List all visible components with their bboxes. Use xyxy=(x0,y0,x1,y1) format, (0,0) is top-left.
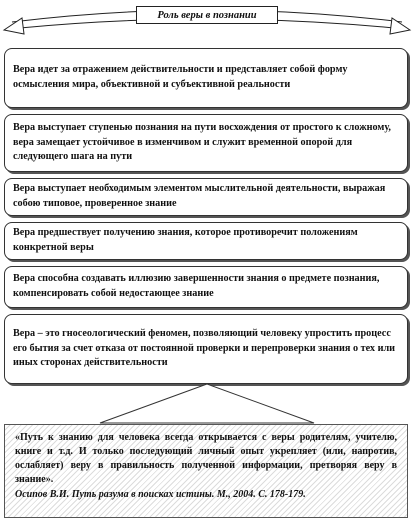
statement-box-3 xyxy=(4,178,408,216)
statement-box-1 xyxy=(4,48,408,108)
quote-box xyxy=(4,424,408,518)
statement-box-2 xyxy=(4,114,408,172)
diagram-title xyxy=(136,6,278,24)
statement-text-1: Вера идет за отражением действительности и представляет собой форму осмысления мира, объективной и субъективной реальности xyxy=(13,64,348,90)
connector-triangle xyxy=(0,380,414,424)
quote-source: Осипов В.И. Путь разума в поисках истины. М., 2004. С. 178-179. xyxy=(15,489,306,500)
statement-text-2: Вера выступает ступенью познания на пути восхождения от простого к сложному, вера замещает устойчивое в изменчивом и служит временной опорой для следующего шага на пути xyxy=(13,121,391,163)
statement-box-6 xyxy=(4,314,408,384)
left-arrowhead-icon xyxy=(4,18,24,34)
statement-text-4: Вера предшествует получению знания, которое противоречит положениям конкретной веры xyxy=(13,227,358,253)
diagram-title-text: Роль веры в познании xyxy=(157,9,257,21)
statement-box-4 xyxy=(4,222,408,260)
quote-text: «Путь к знанию для человека всегда открывается с веры родителям, учителю, книге и т.д. И только последующий личный опыт укрепляет (или, напротив, ослабляет) веру в правильность полученной информации, претворяя веру в знание». xyxy=(15,432,397,485)
right-arrowhead-icon xyxy=(390,18,410,34)
statement-box-5 xyxy=(4,266,408,308)
statement-text-3: Вера выступает необходимым элементом мыслительной деятельности, выражая собою типовое, проверенное знание xyxy=(13,183,386,209)
triangle-shape xyxy=(100,384,314,423)
statement-text-6: Вера – это гносеологический феномен, позволяющий человеку упростить процесс его бытия за счет отказа от постоянной проверки и перепроверки знания о тех или иных сторонах действительности xyxy=(13,327,396,369)
statement-text-5: Вера способна создавать иллюзию завершенности знания о предмете познания, компенсировать собой недостающее знание xyxy=(13,273,380,299)
